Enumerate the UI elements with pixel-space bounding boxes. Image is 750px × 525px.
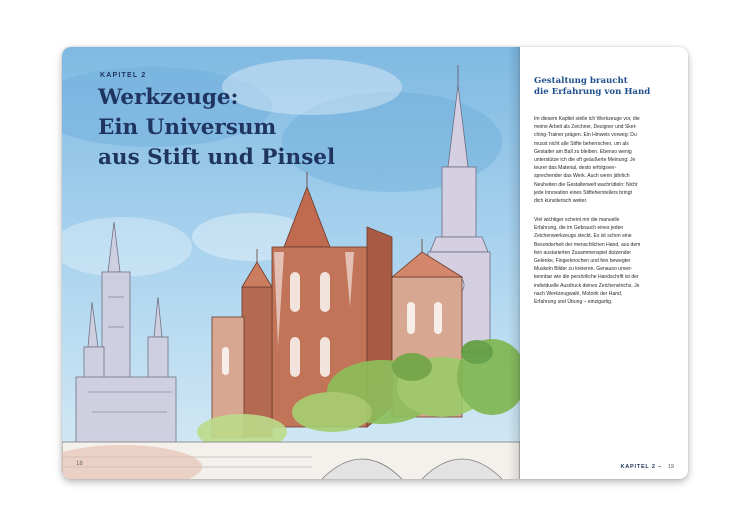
text-line: Erfahrung, die im Gebrauch eines jeden [534, 225, 624, 232]
text-line: nach Werkzeugwahl, Motorik der Hand, [534, 290, 623, 297]
page-footer [620, 464, 674, 470]
text-line: Zeichenwerkzeugs steckt. Es ist schon eine [534, 233, 632, 240]
text-line: dich künstlerisch weiter. [534, 198, 588, 205]
text-line: kennbar wie die persönliche Handschrift ist der [534, 274, 639, 281]
text-line: Gestalter am Ball zu bleiben. Ebenso wenig [534, 148, 632, 155]
left-page [62, 47, 520, 479]
text-line: Erfahrung und Übung – einzigartig. [534, 299, 613, 306]
body-paragraph-2 [534, 216, 680, 306]
section-heading-line: die Erfahrung von Hand [534, 87, 651, 97]
text-line: musst nicht alle Stifte beherrschen, um als [534, 140, 629, 147]
chapter-title-line: Werkzeuge: [98, 85, 239, 110]
text-line: fein austarierten Zusammenspiel dutzender [534, 249, 632, 256]
right-page-number: 19 [667, 464, 674, 470]
chapter-title-line: Ein Universum [98, 115, 277, 140]
text-line: Viel wichtiger scheint mir die manuelle [534, 217, 620, 223]
text-line: Neuheiten die Gestalterwelt wachrütteln: Nicht [534, 181, 638, 188]
text-line: jede Innovation eines Stifteherstellers bringt [534, 189, 632, 196]
text-line: ching-Trainer prägen. Ein Hinweis vorweg: Du [534, 132, 637, 139]
text-line: Besonderheit der menschlichen Hand, aus dem [534, 241, 641, 248]
footer-chapter: KAPITEL 2 – [620, 464, 662, 470]
chapter-label: KAPITEL 2 [100, 72, 147, 79]
chapter-title-line: aus Stift und Pinsel [98, 145, 336, 170]
book-spread [62, 47, 688, 479]
text-line: unterstütze ich die oft geäußerte Meinung: Je [534, 157, 636, 164]
chapter-title [98, 83, 358, 173]
text-line: Gelenke, Fingerknochen und fein bewegter [534, 258, 631, 265]
body-paragraph-1 [534, 115, 680, 205]
left-page-number: 18 [76, 461, 83, 467]
text-line: sprechender das Werk. Auch wenn jährlich [534, 173, 630, 180]
text-line: Im diesem Kapitel stelle ich Werkzeuge vor, die [534, 116, 640, 122]
right-page [520, 47, 688, 479]
text-line: individuelle Ausdruck deines Zeichenstrichs. Je [534, 282, 640, 289]
text-line: Muskeln Bilder zu kreieren. Genauso unver- [534, 266, 633, 273]
section-heading [534, 76, 684, 98]
section-heading-line: Gestaltung braucht [534, 76, 628, 86]
text-line: meine Arbeit als Zeichner, Designer und Sket- [534, 124, 637, 131]
text-line: teurer das Material, desto erfolgsver- [534, 165, 617, 172]
